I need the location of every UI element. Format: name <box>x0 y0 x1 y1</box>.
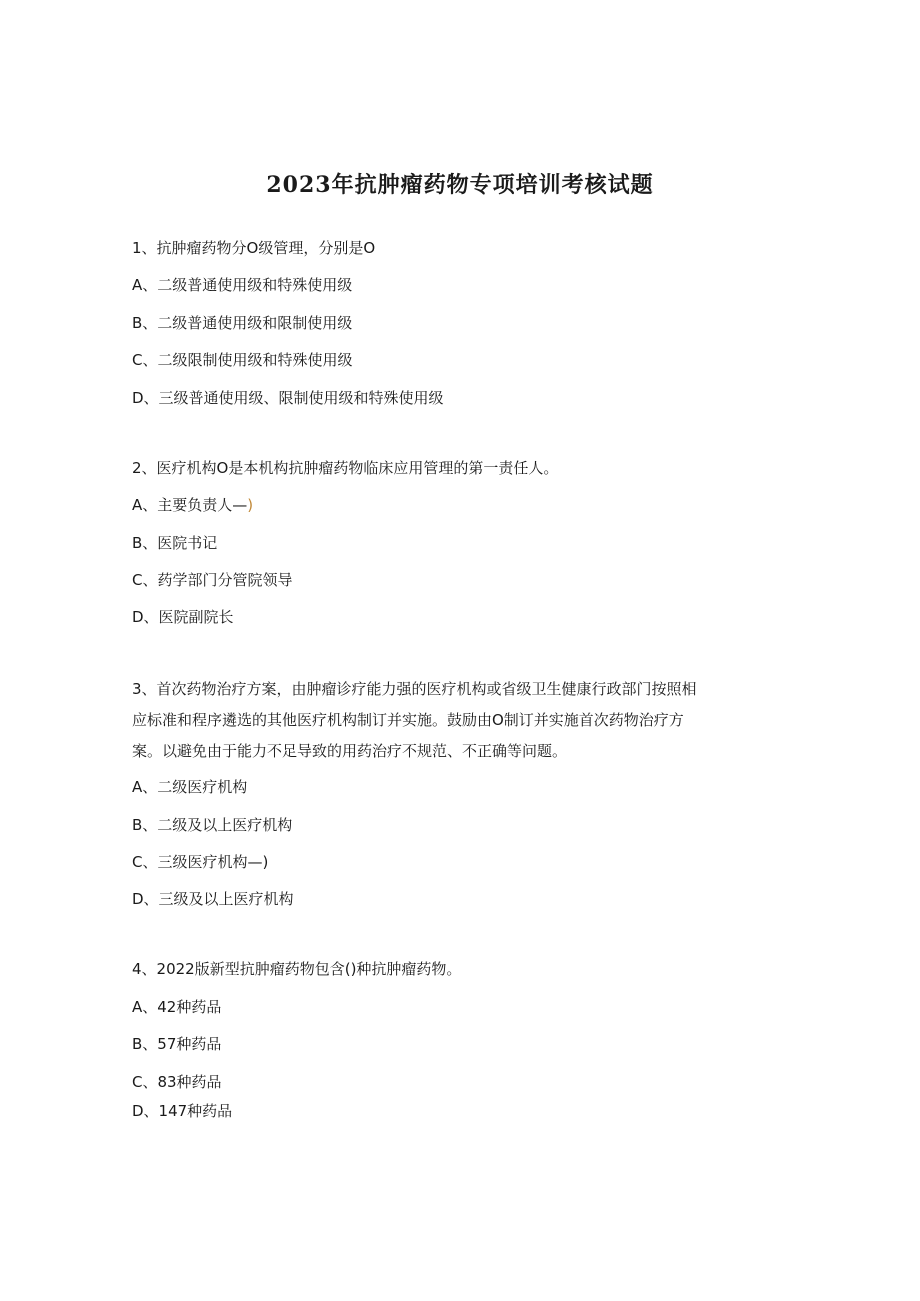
question-3-option-d: D、三级及以上医疗机构 <box>132 890 294 908</box>
question-2-option-b: B、医院书记 <box>132 534 218 552</box>
question-3-stem-line-1: 3、首次药物治疗方案，由肿瘤诊疗能力强的医疗机构或省级卫生健康行政部门按照相 <box>132 680 697 698</box>
question-4-option-c: C、83种药品 <box>132 1073 222 1091</box>
question-4-stem: 4、2022版新型抗肿瘤药物包含()种抗肿瘤药物。 <box>132 960 462 978</box>
question-2-option-d: D、医院副院长 <box>132 608 234 626</box>
question-2-stem: 2、医疗机构O是本机构抗肿瘤药物临床应用管理的第一责任人。 <box>132 459 559 477</box>
question-1-option-b: B、二级普通使用级和限制使用级 <box>132 314 353 332</box>
question-4-option-d: D、147种药品 <box>132 1102 233 1120</box>
question-2-option-c: C、药学部门分管院领导 <box>132 571 293 589</box>
question-1-stem: 1、抗肿瘤药物分O级管理，分别是O <box>132 239 376 257</box>
page-title: 2023年抗肿瘤药物专项培训考核试题 <box>266 172 654 198</box>
question-4-option-b: B、57种药品 <box>132 1035 222 1053</box>
question-1-option-a: A、二级普通使用级和特殊使用级 <box>132 276 353 294</box>
question-3-stem <box>132 674 782 767</box>
question-2-option-a <box>132 495 253 515</box>
question-3-option-c: C、三级医疗机构—) <box>132 853 269 871</box>
question-1-option-c: C、二级限制使用级和特殊使用级 <box>132 351 353 369</box>
question-4-option-a: A、42种药品 <box>132 998 222 1016</box>
question-3-option-b: B、二级及以上医疗机构 <box>132 816 293 834</box>
answer-mark: ) <box>247 496 254 514</box>
question-3-stem-line-3: 案。以避免由于能力不足导致的用药治疗不规范、不正确等问题。 <box>132 742 568 760</box>
question-2-option-a-text: A、主要负责人— <box>132 496 248 514</box>
question-3-stem-line-2: 应标准和程序遴选的其他医疗机构制订并实施。鼓励由O制订并实施首次药物治疗方 <box>132 711 684 729</box>
question-1-option-d: D、三级普通使用级、限制使用级和特殊使用级 <box>132 389 444 407</box>
question-3-option-a: A、二级医疗机构 <box>132 778 248 796</box>
